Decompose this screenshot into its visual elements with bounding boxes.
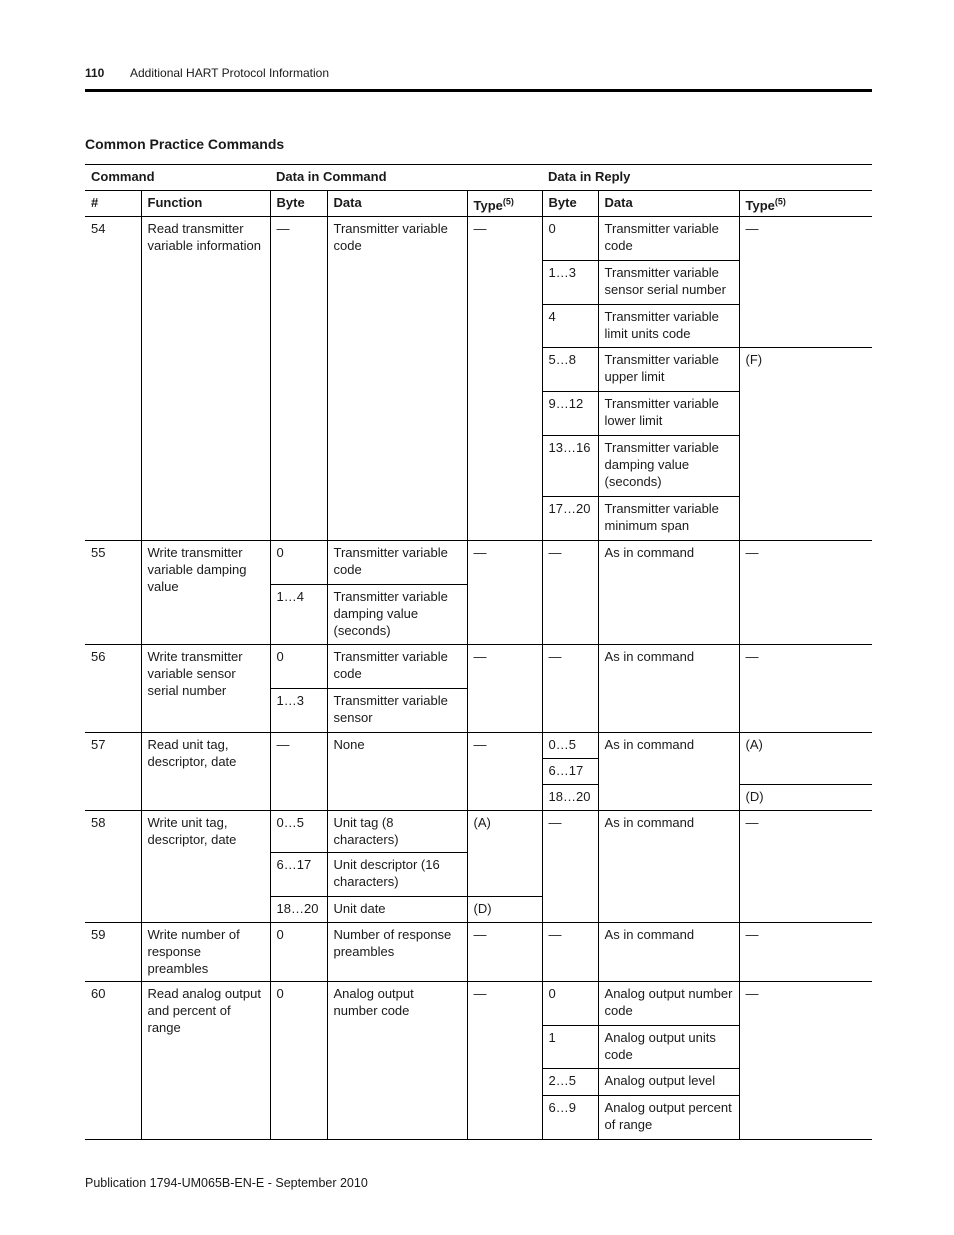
cell-cmd-type: — [467,982,542,1140]
cell-reply-byte: 6…17 [542,759,598,785]
cell-function: Read unit tag, descriptor, date [141,733,270,811]
cell-reply-data: Transmitter variable lower limit [598,392,739,436]
cell-reply-data: As in command [598,541,739,645]
cell-num: 55 [85,541,141,645]
cell-reply-byte: 13…16 [542,436,598,497]
cell-reply-byte: — [542,811,598,923]
table-row [85,733,872,759]
col-reply-type-note: (5) [774,196,786,207]
cell-reply-data: As in command [598,645,739,733]
cell-reply-type: — [739,541,872,645]
cell-reply-byte: 1…3 [542,261,598,305]
cell-reply-byte: 0 [542,982,598,1026]
cell-reply-byte: — [542,923,598,982]
cell-cmd-byte: 6…17 [270,853,327,897]
cell-reply-type: — [739,811,872,923]
col-cmd-data: Data [327,191,467,217]
cell-reply-data: Transmitter variable damping value (seconds) [598,436,739,497]
publication-footer: Publication 1794-UM065B-EN-E - September 2010 [85,1176,368,1190]
cell-cmd-byte: — [270,733,327,811]
table-row [85,982,872,1026]
common-practice-commands-table [85,164,872,1140]
cell-reply-byte: 1 [542,1026,598,1069]
cell-cmd-data: Analog output number code [327,982,467,1140]
cell-reply-data: As in command [598,923,739,982]
cell-cmd-data: Transmitter variable damping value (seconds) [327,585,467,645]
cell-reply-data: Transmitter variable upper limit [598,348,739,392]
cell-reply-type: — [739,982,872,1140]
col-cmd-type [467,191,542,217]
cell-reply-data: Analog output units code [598,1026,739,1069]
cell-reply-byte: 2…5 [542,1069,598,1096]
cell-reply-byte: 0 [542,217,598,261]
cell-cmd-data: Transmitter variable code [327,645,467,689]
table-title: Common Practice Commands [85,136,285,152]
cell-reply-byte: — [542,645,598,733]
cell-reply-byte: 18…20 [542,785,598,811]
cell-cmd-byte: 0 [270,923,327,982]
col-group-data-in-command: Data in Command [270,165,542,191]
cell-reply-type: (A) [739,733,872,785]
cell-reply-byte: 0…5 [542,733,598,759]
cell-cmd-type: — [467,923,542,982]
table-row [85,541,872,585]
cell-reply-data: Transmitter variable limit units code [598,305,739,348]
cell-cmd-byte: 1…3 [270,689,327,733]
cell-reply-data: Analog output percent of range [598,1096,739,1140]
cell-reply-data: Transmitter variable code [598,217,739,261]
cell-reply-data: As in command [598,811,739,923]
cell-reply-byte: 4 [542,305,598,348]
col-reply-type [739,191,872,217]
cell-reply-type: (D) [739,785,872,811]
col-group-data-in-reply: Data in Reply [542,165,872,191]
cell-function: Read transmitter variable information [141,217,270,541]
cell-cmd-data: None [327,733,467,811]
cell-cmd-data: Number of response preambles [327,923,467,982]
header-column-row [85,191,872,217]
cell-cmd-type: — [467,645,542,733]
page-number: 110 [85,66,105,80]
table-row [85,645,872,689]
cell-num: 59 [85,923,141,982]
cell-reply-type: — [739,645,872,733]
cell-num: 58 [85,811,141,923]
cell-cmd-type: — [467,217,542,541]
cell-function: Write unit tag, descriptor, date [141,811,270,923]
cell-cmd-byte: 0 [270,645,327,689]
cell-cmd-type: — [467,541,542,645]
table-row [85,923,872,982]
table-row [85,811,872,853]
section-title: Additional HART Protocol Information [130,66,329,80]
cell-reply-data: Transmitter variable minimum span [598,497,739,541]
cell-reply-type: — [739,923,872,982]
col-reply-data: Data [598,191,739,217]
table-row [85,217,872,261]
cell-num: 57 [85,733,141,811]
cell-cmd-type: (D) [467,897,542,923]
cell-cmd-data: Transmitter variable code [327,217,467,541]
page-header [85,66,329,80]
cell-cmd-byte: 18…20 [270,897,327,923]
cell-function: Write transmitter variable sensor serial number [141,645,270,733]
col-cmd-byte: Byte [270,191,327,217]
col-group-command: Command [85,165,270,191]
cell-reply-data: Analog output level [598,1069,739,1096]
cell-reply-byte: 5…8 [542,348,598,392]
cell-num: 56 [85,645,141,733]
cell-cmd-byte: 0 [270,982,327,1140]
cell-cmd-byte: 0 [270,541,327,585]
cell-reply-data: As in command [598,733,739,811]
cell-cmd-byte: 0…5 [270,811,327,853]
cell-function: Write transmitter variable damping value [141,541,270,645]
cell-reply-byte: 9…12 [542,392,598,436]
cell-cmd-byte: 1…4 [270,585,327,645]
cell-reply-data: Analog output number code [598,982,739,1026]
cell-num: 60 [85,982,141,1140]
cell-cmd-type: — [467,733,542,811]
cell-function: Write number of response preambles [141,923,270,982]
cell-num: 54 [85,217,141,541]
cell-cmd-data: Unit date [327,897,467,923]
cell-reply-byte: 6…9 [542,1096,598,1140]
col-reply-byte: Byte [542,191,598,217]
cell-cmd-byte: — [270,217,327,541]
cell-reply-type: — [739,217,872,348]
cell-reply-byte: — [542,541,598,645]
cell-reply-data: Transmitter variable sensor serial number [598,261,739,305]
cell-reply-type: (F) [739,348,872,541]
col-function: Function [141,191,270,217]
col-cmd-type-note: (5) [502,196,514,207]
cell-cmd-type: (A) [467,811,542,897]
cell-cmd-data: Unit tag (8 characters) [327,811,467,853]
cell-cmd-data: Transmitter variable sensor [327,689,467,733]
cell-reply-byte: 17…20 [542,497,598,541]
col-reply-type-label: Type [745,198,775,213]
header-group-row [85,165,872,191]
cell-function: Read analog output and percent of range [141,982,270,1140]
col-cmd-type-label: Type [473,198,503,213]
cell-cmd-data: Transmitter variable code [327,541,467,585]
header-rule [85,89,872,92]
cell-cmd-data: Unit descriptor (16 characters) [327,853,467,897]
col-num: # [85,191,141,217]
